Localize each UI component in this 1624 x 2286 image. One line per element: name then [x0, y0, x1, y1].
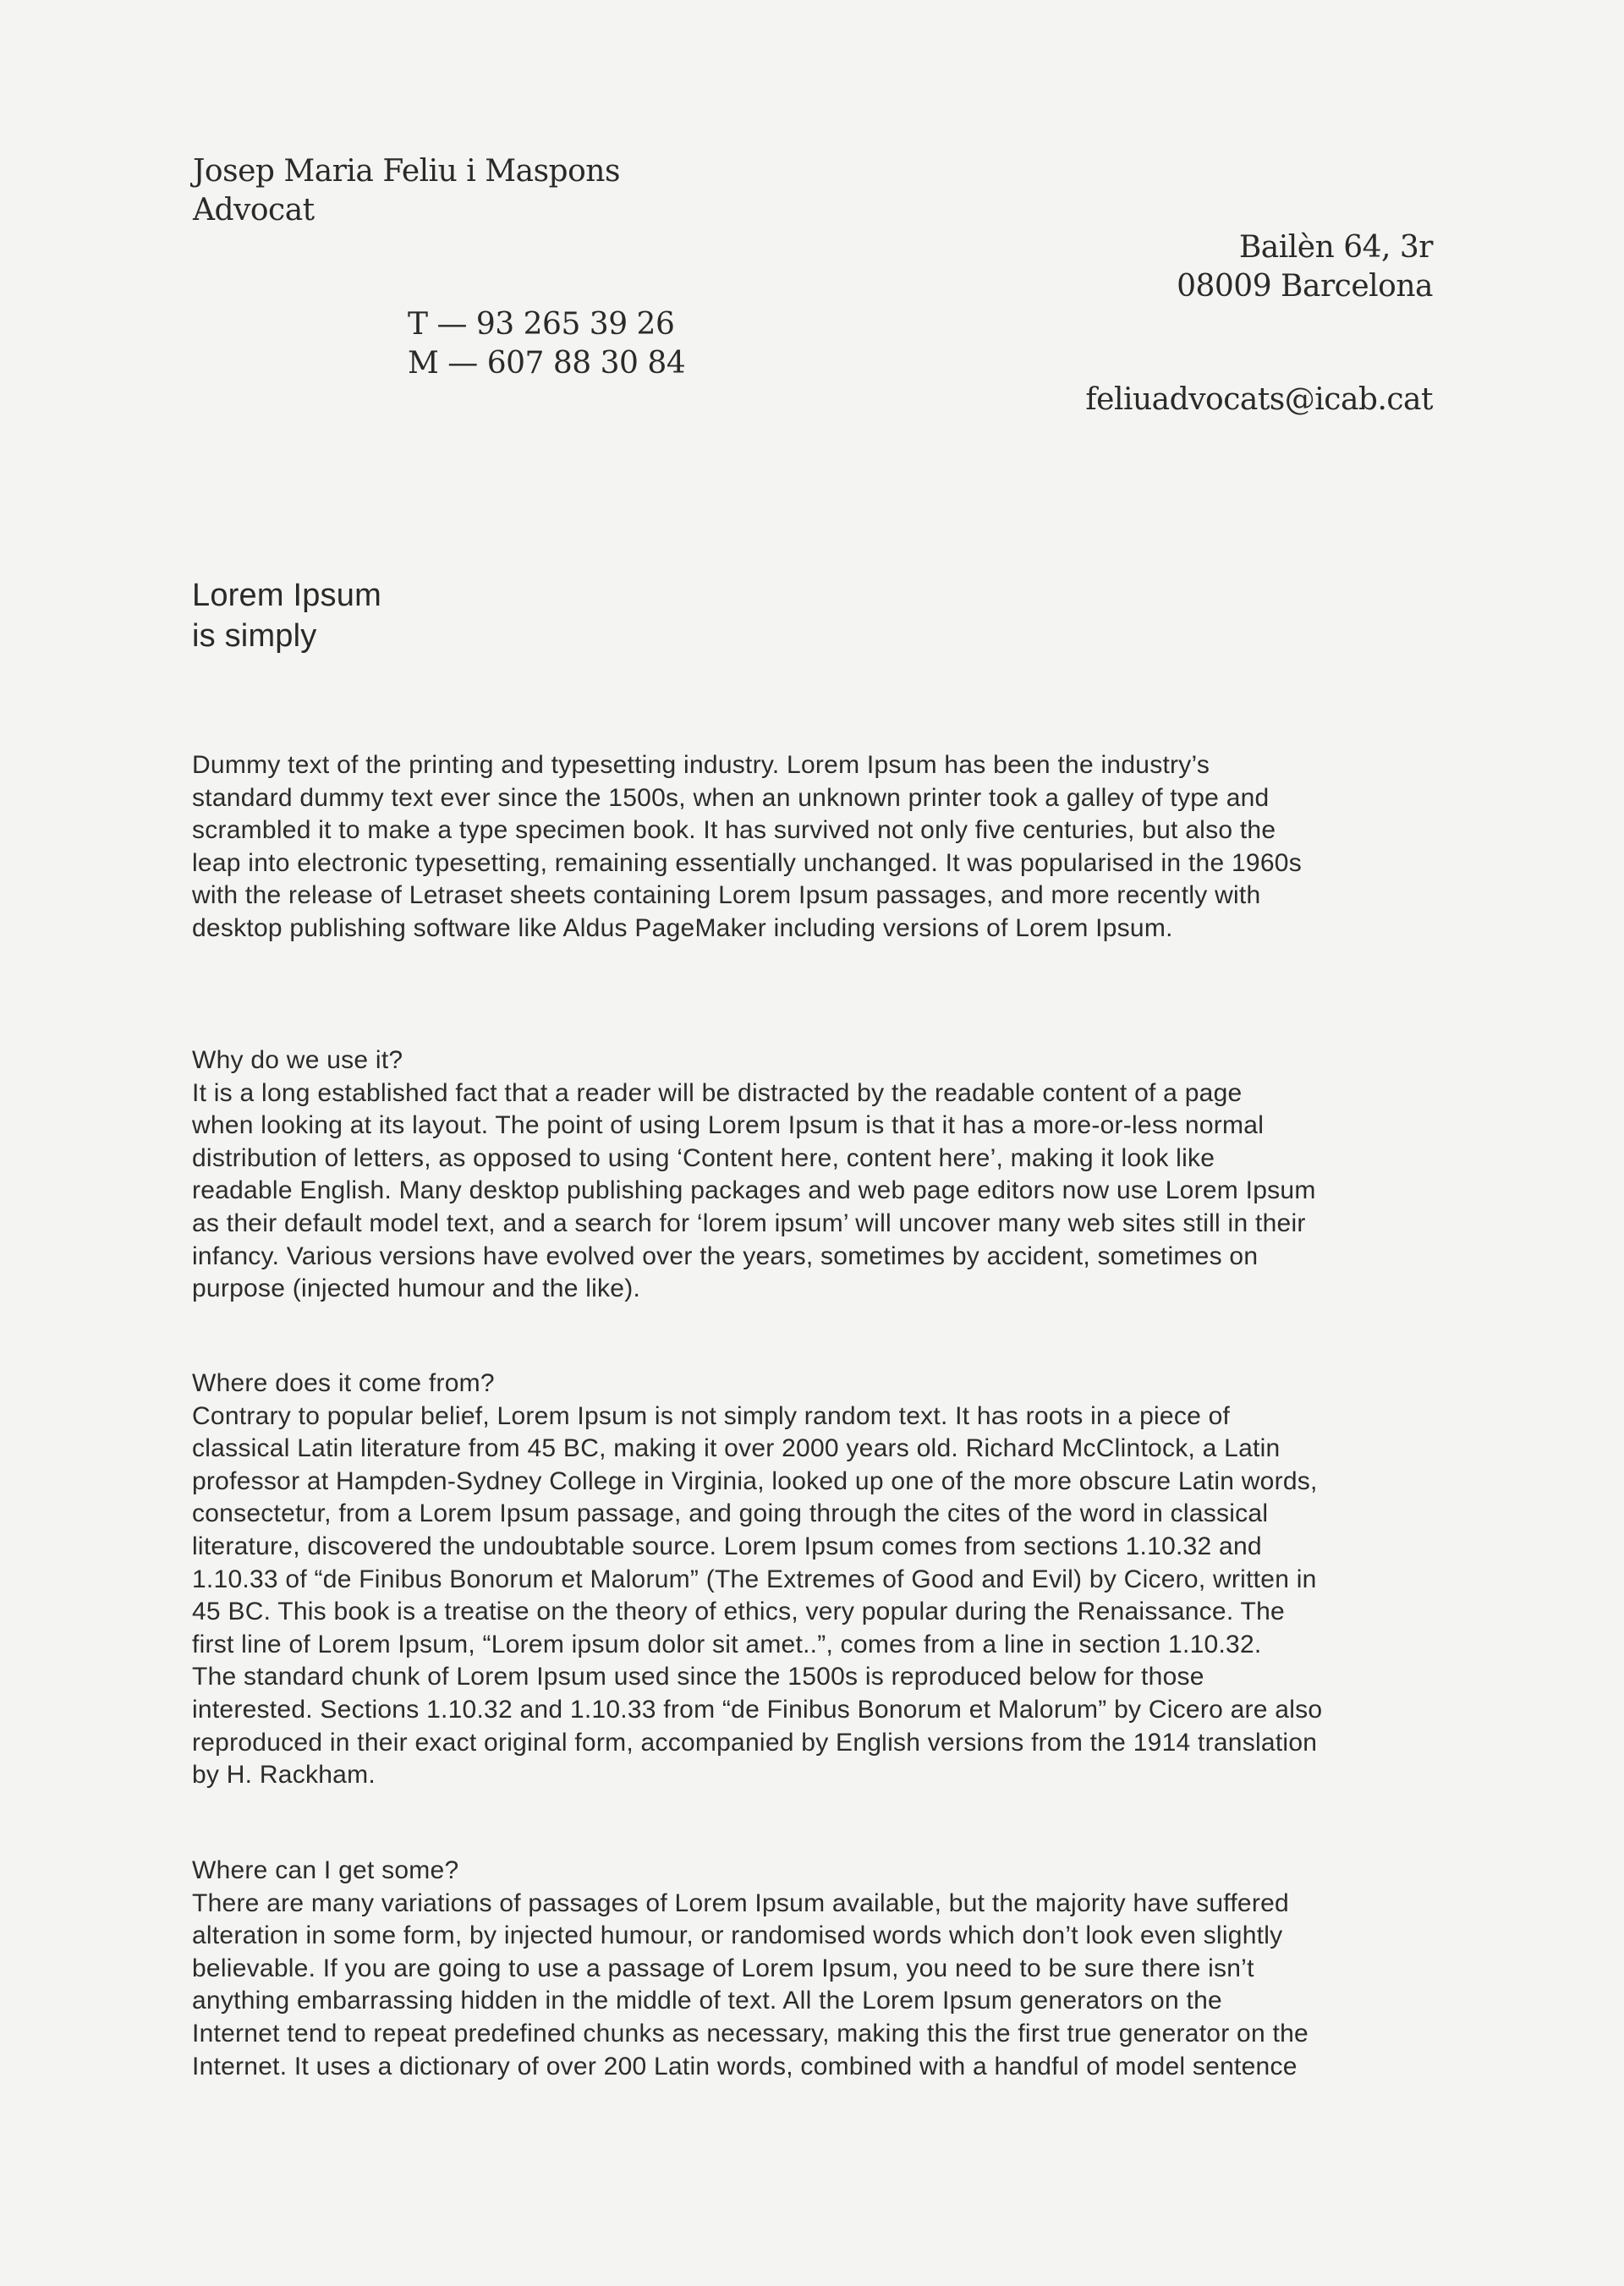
intro-line: desktop publishing software like Aldus PageMaker including versions of Lorem Ipsum. [192, 913, 1173, 942]
letterhead-email-block [1085, 381, 1433, 419]
section-line: as their default model text, and a search for ‘lorem ipsum’ will uncover many web sites still in their [192, 1209, 1306, 1237]
section-line: readable English. Many desktop publishing packages and web page editors now use Lorem Ipsum [192, 1176, 1316, 1205]
section-where-get-some [192, 1855, 1448, 2083]
section-line: Internet tend to repeat predefined chunks as necessary, making this the first true generator on the [192, 2019, 1309, 2048]
letterhead-phone-block [408, 305, 685, 383]
section-line: distribution of letters, as opposed to using ‘Content here, content here’, making it look like [192, 1143, 1215, 1172]
section-line: infancy. Various versions have evolved over the years, sometimes by accident, sometimes on [192, 1242, 1259, 1270]
section-line: Internet. It uses a dictionary of over 200 Latin words, combined with a handful of model sentence [192, 2052, 1298, 2080]
intro-line: with the release of Letraset sheets containing Lorem Ipsum passages, and more recently with [192, 881, 1261, 910]
subject-line-2: is simply [192, 618, 317, 654]
section-heading: Where does it come from? [192, 1369, 495, 1397]
letter-subject [192, 575, 381, 656]
section-line: consectetur, from a Lorem Ipsum passage, and going through the cites of the word in classical [192, 1499, 1269, 1528]
section-line: by H. Rackham. [192, 1761, 376, 1790]
email-address: feliuadvocats@icab.cat [1085, 382, 1433, 417]
section-line: alteration in some form, by injected humour, or randomised words which don’t look even slightly [192, 1921, 1283, 1950]
section-line: when looking at its layout. The point of using Lorem Ipsum is that it has a more-or-less normal [192, 1111, 1265, 1140]
address-street: Bailèn 64, 3r [1238, 230, 1433, 265]
subject-line-1: Lorem Ipsum [192, 578, 381, 613]
intro-line: standard dummy text ever since the 1500s, when an unknown printer took a galley of type and [192, 783, 1270, 812]
phone-number: T — 93 265 39 26 [408, 307, 675, 342]
section-heading: Where can I get some? [192, 1856, 459, 1884]
section-why-use-it [192, 1044, 1448, 1306]
intro-line: scrambled it to make a type specimen book. It has survived not only five centuries, but also the [192, 816, 1276, 845]
section-line: believable. If you are going to use a passage of Lorem Ipsum, you need to be sure there isn’t [192, 1954, 1254, 1982]
sender-profession: Advocat [193, 193, 315, 228]
section-line: 1.10.33 of “de Finibus Bonorum et Malorum” (The Extremes of Good and Evil) by Cicero, written in [192, 1565, 1317, 1593]
section-line: Contrary to popular belief, Lorem Ipsum is not simply random text. It has roots in a piece of [192, 1401, 1231, 1430]
section-line: professor at Hampden-Sydney College in Virginia, looked up one of the more obscure Latin words, [192, 1466, 1318, 1495]
section-line: purpose (injected humour and the like). [192, 1275, 641, 1303]
section-line: interested. Sections 1.10.32 and 1.10.33 from “de Finibus Bonorum et Malorum” by Cicero are also [192, 1695, 1323, 1724]
intro-line: Dummy text of the printing and typesetting industry. Lorem Ipsum has been the industry’s [192, 751, 1210, 779]
section-line: reproduced in their exact original form, accompanied by English versions from the 1914 translation [192, 1728, 1318, 1757]
section-line: literature, discovered the undoubtable source. Lorem Ipsum comes from sections 1.10.32 and [192, 1532, 1262, 1560]
section-line: It is a long established fact that a reader will be distracted by the readable content of a page [192, 1078, 1243, 1107]
section-heading: Why do we use it? [192, 1046, 403, 1074]
intro-paragraph [192, 749, 1448, 946]
section-line: 45 BC. This book is a treatise on the theory of ethics, very popular during the Renaissance. The [192, 1598, 1285, 1626]
section-line: classical Latin literature from 45 BC, making it over 2000 years old. Richard McClintock, a Latin [192, 1434, 1281, 1463]
sender-name: Josep Maria Feliu i Maspons [193, 154, 620, 189]
letterhead-name-block [193, 152, 620, 230]
letterhead-address-block [1177, 228, 1433, 306]
intro-line: leap into electronic typesetting, remaining essentially unchanged. It was popularised in the 1960s [192, 848, 1302, 877]
section-line: The standard chunk of Lorem Ipsum used since the 1500s is reproduced below for those [192, 1663, 1204, 1691]
mobile-number: M — 607 88 30 84 [408, 346, 686, 381]
section-line: anything embarrassing hidden in the middle of text. All the Lorem Ipsum generators on the [192, 1987, 1222, 2015]
address-city: 08009 Barcelona [1177, 269, 1433, 304]
section-line: There are many variations of passages of Lorem Ipsum available, but the majority have suffered [192, 1889, 1289, 1917]
section-line: first line of Lorem Ipsum, “Lorem ipsum dolor sit amet..”, comes from a line in section 1.10.32. [192, 1630, 1262, 1658]
section-where-from [192, 1368, 1448, 1792]
